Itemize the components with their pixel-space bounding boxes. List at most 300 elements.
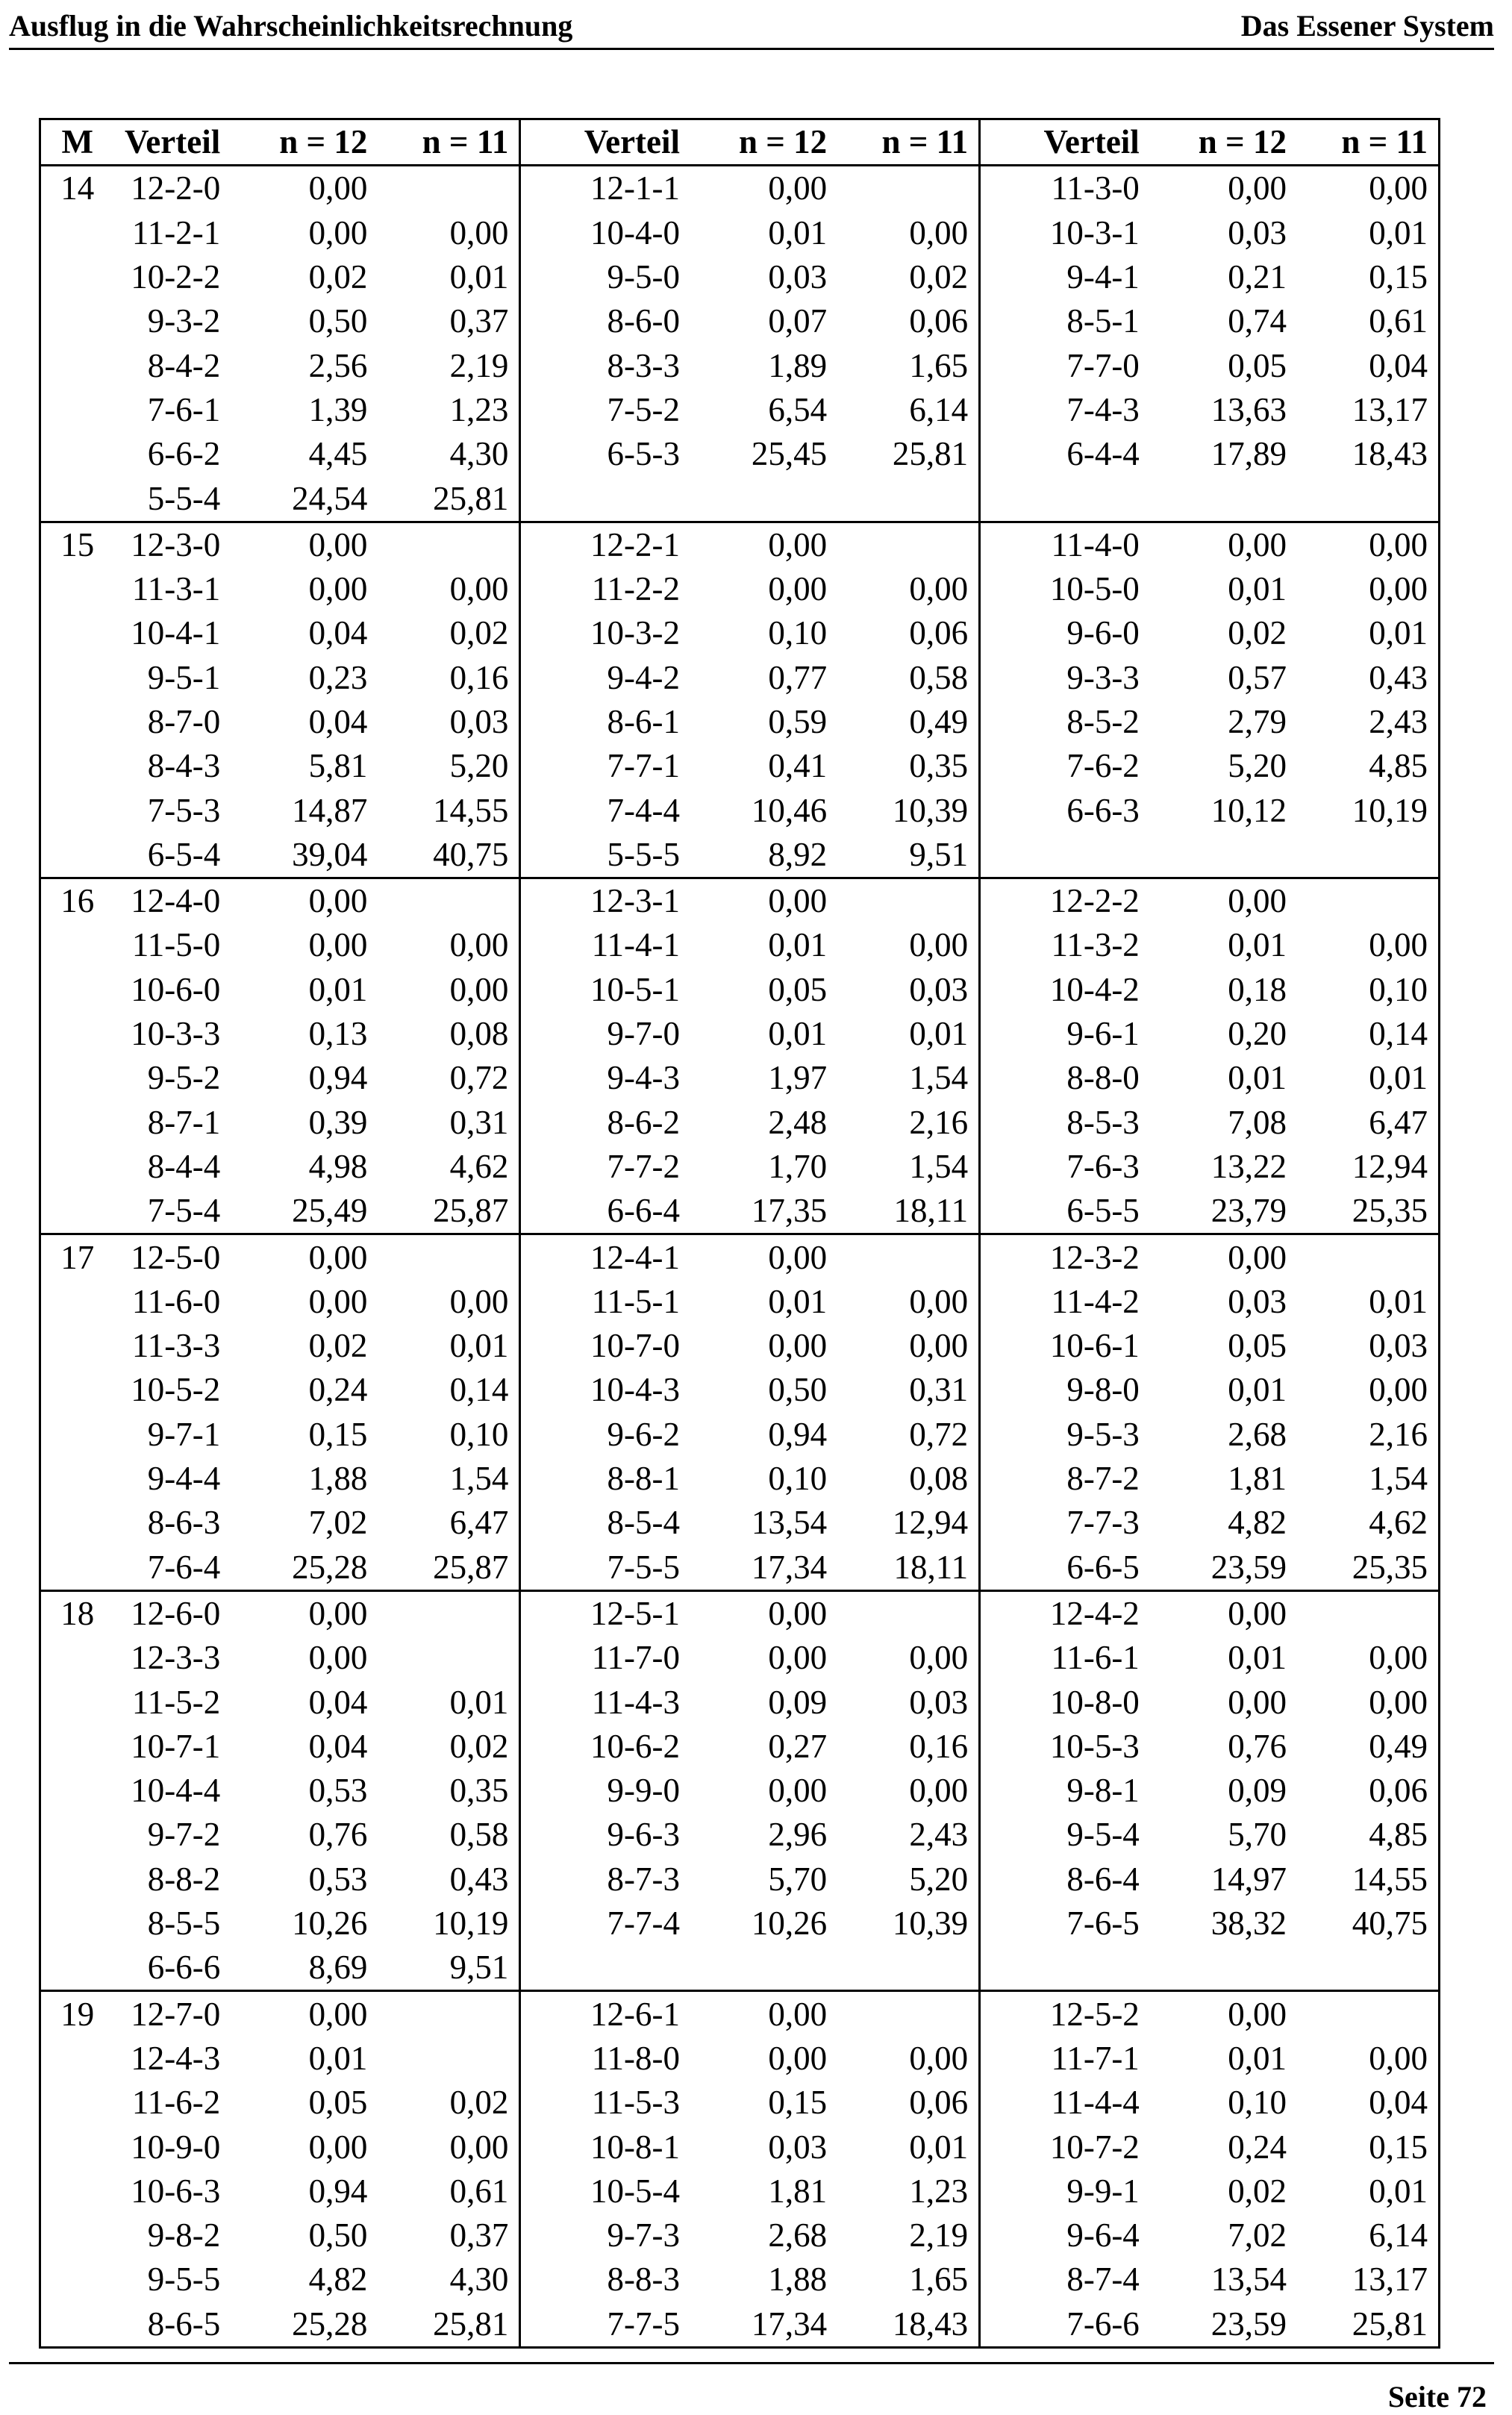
table-cell: 4,82 <box>1228 1504 1287 1542</box>
table-cell: 0,01 <box>1228 570 1287 608</box>
table-cell: 9-5-0 <box>520 255 687 299</box>
table-cell: 9-6-4 <box>980 2214 1147 2258</box>
table-cell: 10,39 <box>892 791 969 829</box>
m-cell <box>40 1902 114 1946</box>
table-cell: 7-7-3 <box>980 1501 1147 1545</box>
table-row <box>40 2302 1440 2348</box>
table-cell: 0,07 <box>768 302 828 340</box>
table-cell: 0,02 <box>308 258 368 296</box>
table-cell: 0,00 <box>308 1282 368 1320</box>
table-cell: 9-5-4 <box>980 1813 1147 1857</box>
table-cell: 12-3-2 <box>980 1234 1147 1280</box>
table-row <box>40 1769 1440 1813</box>
table-cell: 0,02 <box>449 614 509 652</box>
table-cell <box>834 1991 979 2037</box>
table-row <box>40 1457 1440 1501</box>
m-cell <box>40 2302 114 2348</box>
table-cell: 14,55 <box>433 791 509 829</box>
table-cell: 6-5-5 <box>980 1189 1147 1234</box>
table-cell <box>1147 1946 1294 1991</box>
table-cell: 8-6-4 <box>980 1858 1147 1902</box>
table-cell: 0,00 <box>1228 1995 1287 2033</box>
table-cell: 0,01 <box>1228 1639 1287 1677</box>
table-cell: 0,50 <box>308 302 368 340</box>
table-cell: 4,30 <box>449 2261 509 2299</box>
table-cell: 17,35 <box>751 1192 828 1230</box>
table-cell: 1,23 <box>449 390 509 428</box>
table-cell: 25,81 <box>892 435 969 473</box>
table-cell: 0,41 <box>768 747 828 785</box>
table-cell: 0,01 <box>1228 2039 1287 2077</box>
table-row <box>40 1501 1440 1545</box>
table-row <box>40 2125 1440 2169</box>
table-cell: 9-5-5 <box>147 2261 221 2299</box>
m-cell <box>40 1501 114 1545</box>
table-cell: 0,09 <box>768 1683 828 1721</box>
table-cell: 11-4-3 <box>520 1680 687 1724</box>
table-cell: 12-6-0 <box>131 1594 221 1632</box>
table-cell: 25,81 <box>433 2305 509 2343</box>
table-cell: 10-8-0 <box>980 1680 1147 1724</box>
table-cell <box>834 166 979 211</box>
table-cell: 8-6-1 <box>520 700 687 744</box>
header-title-right: Das Essener System <box>1240 9 1494 43</box>
table-cell: 11-6-0 <box>131 1282 221 1320</box>
table-cell: 0,06 <box>909 2084 969 2122</box>
table-cell: 0,58 <box>449 1816 509 1854</box>
table-cell: 2,43 <box>909 1816 969 1854</box>
m-cell <box>40 788 114 832</box>
table-cell <box>834 1946 979 1991</box>
table-cell: 9-5-1 <box>147 658 221 696</box>
m-cell <box>40 2081 114 2125</box>
table-cell: 0,00 <box>1369 525 1428 563</box>
table-cell: 0,01 <box>1369 213 1428 252</box>
table-cell <box>834 878 979 924</box>
m-cell <box>40 1680 114 1724</box>
table-cell: 12-3-0 <box>131 525 221 563</box>
m-cell <box>40 255 114 299</box>
table-cell: 0,00 <box>768 525 828 563</box>
header-row <box>40 119 1440 166</box>
table-cell: 1,54 <box>909 1059 969 1097</box>
column-header: n = 12 <box>1198 123 1287 161</box>
table-cell: 5,20 <box>1228 747 1287 785</box>
table-cell: 18,11 <box>893 1548 969 1586</box>
table-cell: 7-7-0 <box>980 343 1147 387</box>
table-cell: 7-4-3 <box>980 388 1147 432</box>
table-cell: 7-6-4 <box>147 1548 221 1586</box>
table-cell: 0,01 <box>768 1015 828 1053</box>
table-cell: 0,43 <box>449 1860 509 1898</box>
table-cell <box>1294 1991 1440 2037</box>
table-cell: 0,00 <box>308 2128 368 2166</box>
table-cell: 6-6-3 <box>980 788 1147 832</box>
table-cell: 0,00 <box>1369 1371 1428 1409</box>
table-cell: 8-5-3 <box>980 1101 1147 1145</box>
table-cell: 9-5-2 <box>147 1059 221 1097</box>
m-cell <box>40 1012 114 1056</box>
table-cell: 0,14 <box>449 1371 509 1409</box>
table-cell: 0,04 <box>1369 346 1428 384</box>
table-cell: 0,00 <box>768 2039 828 2077</box>
table-cell: 14,97 <box>1210 1860 1287 1898</box>
table-cell: 0,10 <box>1228 2084 1287 2122</box>
table-cell: 0,01 <box>308 2039 368 2077</box>
table-cell: 1,97 <box>768 1059 828 1097</box>
table-cell: 11-3-1 <box>131 570 221 608</box>
table-cell <box>520 476 687 522</box>
table-row <box>40 700 1440 744</box>
table-cell: 0,00 <box>308 525 368 563</box>
table-row <box>40 1858 1440 1902</box>
table-cell: 10,19 <box>1352 791 1428 829</box>
table-cell <box>1294 1590 1440 1636</box>
table-cell: 0,00 <box>909 1639 969 1677</box>
table-cell: 8-5-2 <box>980 700 1147 744</box>
table-cell: 40,75 <box>433 835 509 873</box>
m-cell <box>40 2258 114 2302</box>
table-row <box>40 1413 1440 1457</box>
table-cell: 0,15 <box>1369 2128 1428 2166</box>
table-cell: 4,62 <box>1369 1504 1428 1542</box>
table-cell <box>980 1946 1147 1991</box>
table-cell: 0,02 <box>909 258 969 296</box>
table-cell: 12-4-1 <box>520 1234 687 1280</box>
table-cell: 2,56 <box>308 346 368 384</box>
m-cell <box>40 1145 114 1189</box>
table-cell: 9-7-1 <box>147 1415 221 1453</box>
table-cell: 0,04 <box>308 1683 368 1721</box>
table-cell: 1,54 <box>909 1147 969 1185</box>
m-cell <box>40 1101 114 1145</box>
table-cell: 12-1-1 <box>520 166 687 211</box>
table-cell: 0,04 <box>308 614 368 652</box>
table-cell: 0,00 <box>308 570 368 608</box>
table-row <box>40 567 1440 611</box>
table-cell: 0,94 <box>308 1059 368 1097</box>
table-cell <box>1294 1946 1440 1991</box>
table-cell: 10,19 <box>433 1905 509 1943</box>
table-cell: 0,72 <box>449 1059 509 1097</box>
table-cell: 0,00 <box>768 1238 828 1276</box>
table-cell: 0,00 <box>449 970 509 1008</box>
table-cell: 10-8-1 <box>520 2125 687 2169</box>
table-cell: 10-7-1 <box>131 1727 221 1765</box>
table-row <box>40 788 1440 832</box>
table-cell: 11-4-4 <box>980 2081 1147 2125</box>
table-cell: 0,61 <box>1369 302 1428 340</box>
table-cell: 0,00 <box>1369 1639 1428 1677</box>
table-cell <box>1294 878 1440 924</box>
table-cell: 9-8-1 <box>980 1769 1147 1813</box>
table-cell: 0,00 <box>1228 169 1287 207</box>
table-cell: 5,70 <box>768 1860 828 1898</box>
table-cell: 9-8-2 <box>147 2216 221 2255</box>
table-cell: 7-6-5 <box>980 1902 1147 1946</box>
table-cell: 7-5-3 <box>147 791 221 829</box>
m-cell <box>40 1280 114 1324</box>
table-cell: 8-6-5 <box>147 2305 221 2343</box>
table-cell: 8-3-3 <box>520 343 687 387</box>
table-cell: 10,26 <box>292 1905 368 1943</box>
m-cell <box>40 1056 114 1100</box>
table-cell: 2,16 <box>909 1103 969 1141</box>
table-cell: 1,54 <box>449 1460 509 1498</box>
table-cell: 11-4-0 <box>980 522 1147 567</box>
table-cell: 12-5-0 <box>131 1238 221 1276</box>
table-cell: 10-3-3 <box>131 1015 221 1053</box>
table-cell: 13,54 <box>1210 2261 1287 2299</box>
table-cell: 1,89 <box>768 346 828 384</box>
table-cell: 4,98 <box>308 1147 368 1185</box>
table-cell: 6,54 <box>768 390 828 428</box>
table-cell: 2,68 <box>768 2216 828 2255</box>
table-cell: 9-3-3 <box>980 656 1147 700</box>
table-cell: 10-5-1 <box>520 968 687 1012</box>
table-cell: 7-7-5 <box>520 2302 687 2348</box>
table-cell: 0,00 <box>1228 1594 1287 1632</box>
table-cell: 11-5-0 <box>131 926 221 964</box>
table-cell: 0,00 <box>768 570 828 608</box>
table-row <box>40 1725 1440 1769</box>
m-group <box>40 878 1440 1234</box>
table-row <box>40 166 1440 211</box>
table-cell: 7-6-2 <box>980 744 1147 788</box>
table-cell: 6-5-3 <box>520 432 687 476</box>
table-cell: 10-3-1 <box>980 211 1147 255</box>
table-cell: 9-9-0 <box>520 1769 687 1813</box>
table-cell: 4,85 <box>1369 1816 1428 1854</box>
table-cell: 7-7-4 <box>520 1902 687 1946</box>
table-cell: 0,16 <box>909 1727 969 1765</box>
table-cell: 0,04 <box>1369 2084 1428 2122</box>
table-row <box>40 2037 1440 2081</box>
table-cell: 7-5-4 <box>147 1192 221 1230</box>
table-cell: 11-3-2 <box>980 923 1147 967</box>
table-row <box>40 2258 1440 2302</box>
table-cell: 0,01 <box>449 258 509 296</box>
table-cell: 7-5-2 <box>520 388 687 432</box>
table-cell <box>980 476 1147 522</box>
table-cell: 12-4-2 <box>980 1590 1147 1636</box>
table-cell: 1,70 <box>768 1147 828 1185</box>
table-cell: 0,00 <box>308 169 368 207</box>
table-row <box>40 1012 1440 1056</box>
table-cell: 13,17 <box>1352 390 1428 428</box>
table-cell: 14,55 <box>1352 1860 1428 1898</box>
table-cell: 7-7-2 <box>520 1145 687 1189</box>
table-cell: 8-8-2 <box>147 1860 221 1898</box>
m-cell <box>40 1725 114 1769</box>
table-cell: 8,92 <box>768 835 828 873</box>
table-cell: 8-7-2 <box>980 1457 1147 1501</box>
table-cell <box>375 1590 519 1636</box>
table-cell: 0,01 <box>1369 614 1428 652</box>
table-cell: 0,00 <box>909 2039 969 2077</box>
table-cell: 25,35 <box>1352 1548 1428 1586</box>
table-row <box>40 744 1440 788</box>
table-cell: 7,02 <box>308 1504 368 1542</box>
m-cell <box>40 1189 114 1234</box>
table-row <box>40 1902 1440 1946</box>
table-cell: 0,10 <box>768 1460 828 1498</box>
table-cell: 9-4-4 <box>147 1460 221 1498</box>
table-cell: 1,54 <box>1369 1460 1428 1498</box>
table-row <box>40 1590 1440 1636</box>
table-cell: 0,03 <box>1228 1282 1287 1320</box>
table-cell: 10-3-2 <box>520 611 687 655</box>
m-cell <box>40 299 114 343</box>
table-cell: 11-2-1 <box>131 213 221 252</box>
table-cell: 8-4-3 <box>147 747 221 785</box>
m-cell: 16 <box>60 882 95 920</box>
table-cell: 0,24 <box>308 1371 368 1409</box>
table-cell: 12,94 <box>1352 1147 1428 1185</box>
table-cell: 8-7-3 <box>520 1858 687 1902</box>
table-cell <box>1147 833 1294 878</box>
page-footer <box>9 2362 1494 2414</box>
table-cell: 7-6-6 <box>980 2302 1147 2348</box>
table-cell: 1,39 <box>308 390 368 428</box>
table-cell: 0,02 <box>449 1727 509 1765</box>
table-cell: 0,00 <box>449 2128 509 2166</box>
table-cell: 9,51 <box>909 835 969 873</box>
table-cell: 1,81 <box>1228 1460 1287 1498</box>
table-row <box>40 968 1440 1012</box>
table-cell: 9-7-3 <box>520 2214 687 2258</box>
table-cell: 9-3-2 <box>147 302 221 340</box>
m-cell <box>40 744 114 788</box>
m-group <box>40 1234 1440 1590</box>
table-cell: 8-7-0 <box>147 703 221 740</box>
table-cell: 9-4-1 <box>980 255 1147 299</box>
table-cell: 0,05 <box>768 970 828 1008</box>
table-cell: 23,59 <box>1210 1548 1287 1586</box>
table-cell: 11-2-2 <box>520 567 687 611</box>
table-row <box>40 833 1440 878</box>
table-cell: 5-5-4 <box>147 479 221 517</box>
table-cell: 0,00 <box>909 1327 969 1365</box>
table-cell: 0,01 <box>768 926 828 964</box>
table-cell: 0,13 <box>308 1015 368 1053</box>
table-cell: 0,31 <box>909 1371 969 1409</box>
table-cell: 0,00 <box>909 926 969 964</box>
table-cell: 0,03 <box>768 258 828 296</box>
table-cell: 25,87 <box>433 1548 509 1586</box>
m-group <box>40 1590 1440 1991</box>
table-cell: 0,04 <box>308 1727 368 1765</box>
table-cell: 18,11 <box>893 1192 969 1230</box>
table-cell: 9-5-3 <box>980 1413 1147 1457</box>
column-header: Verteil <box>980 119 1147 166</box>
table-cell: 0,05 <box>308 2084 368 2122</box>
table-cell: 0,74 <box>1228 302 1287 340</box>
table-cell: 10,39 <box>892 1905 969 1943</box>
table-cell: 7-7-1 <box>520 744 687 788</box>
table-cell: 0,03 <box>768 2128 828 2166</box>
table-cell: 6,14 <box>909 390 969 428</box>
table-cell: 0,05 <box>1228 1327 1287 1365</box>
table-cell: 12-4-0 <box>131 882 221 920</box>
table-cell: 0,35 <box>909 747 969 785</box>
table-cell: 1,65 <box>909 2261 969 2299</box>
m-cell <box>40 1858 114 1902</box>
table-cell: 11-3-0 <box>980 166 1147 211</box>
table-row <box>40 1234 1440 1280</box>
table-row <box>40 388 1440 432</box>
table-cell <box>1147 476 1294 522</box>
table-cell: 10-6-3 <box>131 2172 221 2210</box>
table-cell: 12-2-0 <box>131 169 221 207</box>
table-cell: 0,94 <box>308 2172 368 2210</box>
table-cell: 0,03 <box>1228 213 1287 252</box>
table-cell: 0,31 <box>449 1103 509 1141</box>
table-cell: 0,06 <box>1369 1772 1428 1810</box>
m-cell: 18 <box>60 1594 95 1632</box>
table-cell: 6-6-2 <box>147 435 221 473</box>
table-cell: 11-8-0 <box>520 2037 687 2081</box>
table-cell: 2,19 <box>449 346 509 384</box>
table-cell: 6-6-5 <box>980 1546 1147 1591</box>
table-cell: 11-6-2 <box>131 2084 221 2122</box>
table-cell <box>375 1991 519 2037</box>
table-cell: 0,76 <box>1228 1727 1287 1765</box>
table-cell: 11-6-1 <box>980 1636 1147 1680</box>
table-cell: 2,16 <box>1369 1415 1428 1453</box>
table-cell: 0,57 <box>1228 658 1287 696</box>
table-row <box>40 299 1440 343</box>
table-row <box>40 1636 1440 1680</box>
m-cell <box>40 2169 114 2214</box>
table-row <box>40 923 1440 967</box>
table-cell: 11-4-2 <box>980 1280 1147 1324</box>
table-cell: 0,49 <box>909 703 969 740</box>
table-row <box>40 656 1440 700</box>
table-cell: 0,05 <box>1228 346 1287 384</box>
table-cell: 4,45 <box>308 435 368 473</box>
table-cell: 0,00 <box>909 1772 969 1810</box>
table-row <box>40 611 1440 655</box>
table-cell: 0,00 <box>768 1639 828 1677</box>
table-row <box>40 1324 1440 1368</box>
table-cell: 0,77 <box>768 658 828 696</box>
table-cell: 8-8-1 <box>520 1457 687 1501</box>
table-cell: 12-2-2 <box>980 878 1147 924</box>
table-cell: 10,12 <box>1210 791 1287 829</box>
m-cell <box>40 567 114 611</box>
table-cell: 10-5-0 <box>980 567 1147 611</box>
table-row <box>40 522 1440 567</box>
table-cell: 0,43 <box>1369 658 1428 696</box>
table-cell: 0,00 <box>768 1594 828 1632</box>
m-cell <box>40 1413 114 1457</box>
table-cell: 0,00 <box>308 213 368 252</box>
column-header: n = 12 <box>279 123 368 161</box>
table-cell: 8-5-5 <box>147 1905 221 1943</box>
table-cell: 0,00 <box>449 570 509 608</box>
m-cell <box>40 2125 114 2169</box>
m-group <box>40 1991 1440 2347</box>
table-cell <box>834 1234 979 1280</box>
table-cell: 0,03 <box>909 970 969 1008</box>
table-cell: 10-4-0 <box>520 211 687 255</box>
table-cell: 0,37 <box>449 302 509 340</box>
table-cell: 0,10 <box>449 1415 509 1453</box>
m-cell <box>40 343 114 387</box>
table-cell: 38,32 <box>1210 1905 1287 1943</box>
table-cell: 0,27 <box>768 1727 828 1765</box>
